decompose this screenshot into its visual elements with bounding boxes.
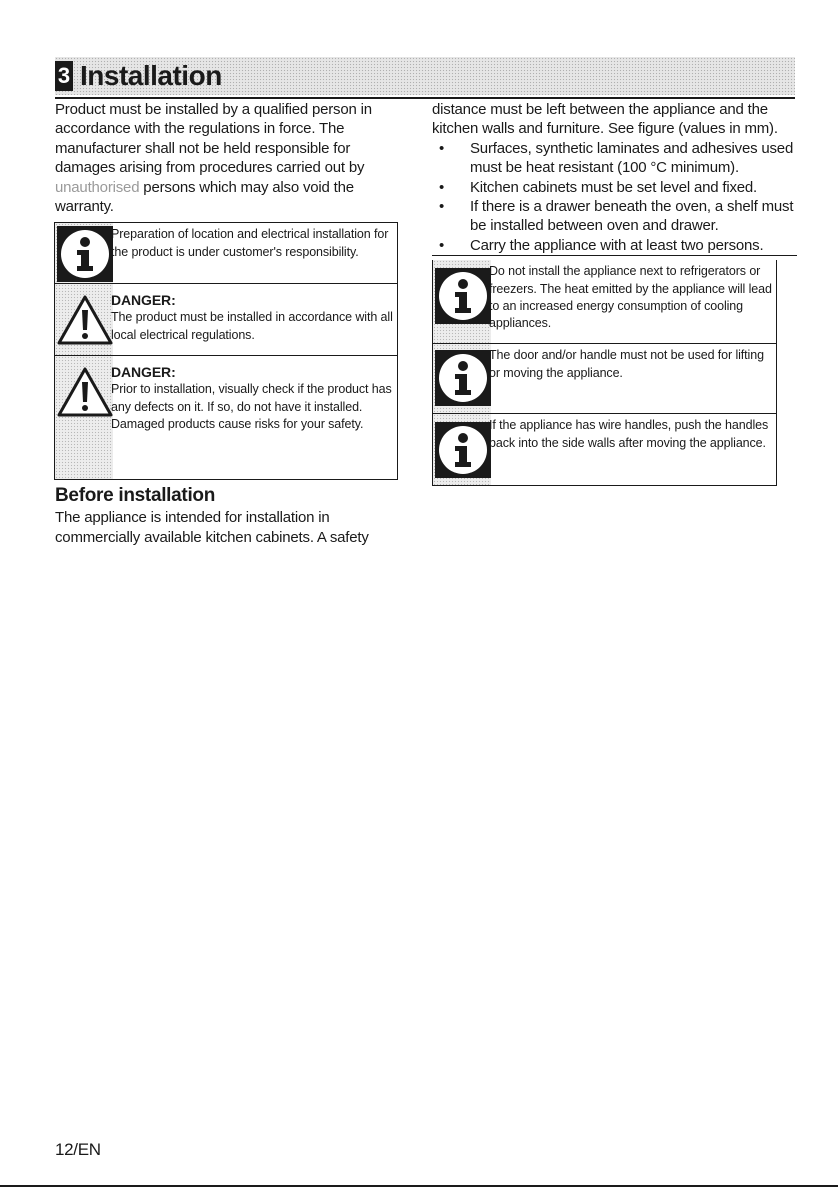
bullet-icon: • xyxy=(439,236,445,254)
info-note-box xyxy=(54,222,398,284)
bullet-icon: • xyxy=(439,178,445,196)
list-item: • Carry the appliance with at least two persons. xyxy=(432,236,797,256)
header-rule xyxy=(55,97,795,99)
info-note-box xyxy=(432,344,777,414)
section-number: 3 xyxy=(55,61,73,91)
page-title: Installation xyxy=(80,60,222,91)
intro-text-start: Product must be installed by a qualified person in accordance with the regulations in force. The manufacturer shall not be held responsible for damages arising from procedures carried out by xyxy=(55,101,372,177)
danger-text-2: Damaged products cause risks for your safety. xyxy=(111,417,364,432)
bullet-icon: • xyxy=(439,139,445,157)
page-number: 12/EN xyxy=(55,1140,101,1159)
right-column xyxy=(432,100,797,486)
list-item: • Kitchen cabinets must be set level and fixed. xyxy=(439,178,758,196)
note-text: The door and/or handle must not be used for lifting or moving the appliance. xyxy=(489,348,764,380)
intro-text-end: persons which may also void the warranty. xyxy=(55,178,354,216)
intro-paragraph xyxy=(55,100,400,216)
list-item: • Surfaces, synthetic laminates and adhesives used must be heat resistant (100 °C minimum). xyxy=(439,139,794,177)
bottom-rule xyxy=(0,1185,838,1187)
list-item: • If there is a drawer beneath the oven, a shelf must be installed between oven and drawer. xyxy=(439,198,794,235)
before-installation-text: The appliance is intended for installation in commercially available kitchen cabinets. A safety xyxy=(55,509,369,546)
danger-text: Prior to installation, visually check if the product has any defects on it. If so, do not have it installed. xyxy=(111,382,392,414)
danger-box-1 xyxy=(54,284,398,356)
note-text: Do not install the appliance next to refrigerators or freezers. The heat emitted by the appliance will lead to an increased energy consumption of cooling appliances. xyxy=(489,264,772,331)
section-heading-before-installation: Before installation xyxy=(55,485,216,507)
danger-text: The product must be installed in accordance with all local electrical regulations. xyxy=(111,310,393,342)
info-note-box xyxy=(432,414,777,486)
note-text: If the appliance has wire handles, push the handles back into the side walls after moving the appliance. xyxy=(489,418,769,450)
info-note-box xyxy=(432,260,777,344)
bullet-icon: • xyxy=(439,198,445,216)
continuation-paragraph: distance must be left between the appliance and the kitchen walls and furniture. See figure (values in mm). xyxy=(432,101,778,138)
danger-heading: DANGER: xyxy=(111,292,176,309)
note-text: Preparation of location and electrical installation for the product is under customer's responsibility. xyxy=(111,227,389,259)
danger-heading: DANGER: xyxy=(111,364,176,381)
danger-box-2 xyxy=(54,356,398,480)
intro-text-faded: unauthorised xyxy=(55,178,140,196)
requirements-list xyxy=(432,139,797,256)
left-column xyxy=(55,100,400,547)
